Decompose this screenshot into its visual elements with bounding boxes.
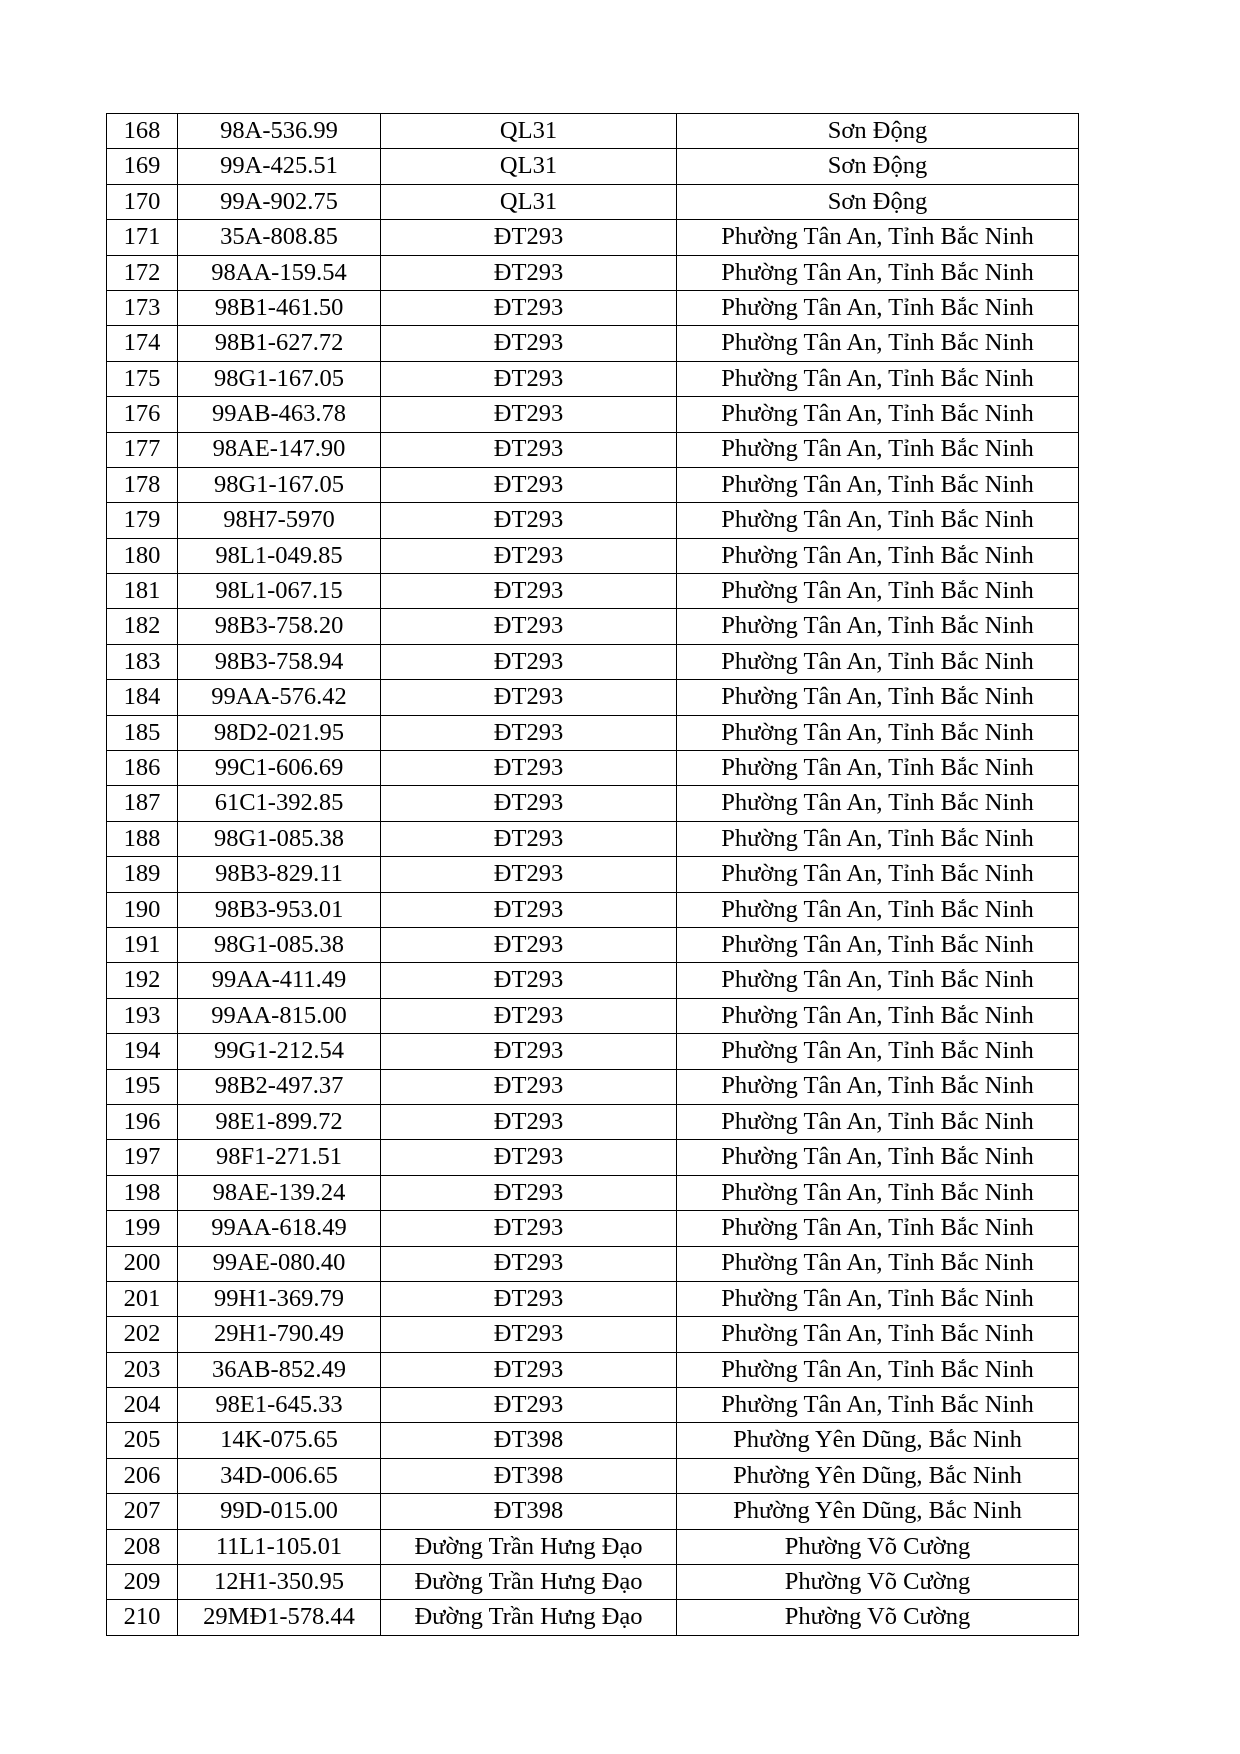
- location-cell: Phường Tân An, Tỉnh Bắc Ninh: [677, 326, 1079, 361]
- plate-number-cell: 98B3-758.20: [178, 609, 381, 644]
- row-number-cell: 204: [107, 1388, 178, 1423]
- table-row: [107, 892, 1079, 927]
- plate-number-cell: 99AA-411.49: [178, 963, 381, 998]
- road-cell: ĐT293: [381, 609, 677, 644]
- table-row: [107, 751, 1079, 786]
- location-cell: Phường Tân An, Tỉnh Bắc Ninh: [677, 1246, 1079, 1281]
- road-cell: ĐT293: [381, 680, 677, 715]
- location-cell: Sơn Động: [677, 149, 1079, 184]
- road-cell: ĐT293: [381, 1069, 677, 1104]
- location-cell: Phường Yên Dũng, Bắc Ninh: [677, 1494, 1079, 1529]
- location-cell: Phường Tân An, Tỉnh Bắc Ninh: [677, 220, 1079, 255]
- road-cell: ĐT398: [381, 1458, 677, 1493]
- table-row: [107, 1600, 1079, 1635]
- table-row: [107, 503, 1079, 538]
- location-cell: Phường Tân An, Tỉnh Bắc Ninh: [677, 574, 1079, 609]
- location-cell: Phường Yên Dũng, Bắc Ninh: [677, 1423, 1079, 1458]
- plate-number-cell: 98H7-5970: [178, 503, 381, 538]
- row-number-cell: 177: [107, 432, 178, 467]
- table-row: [107, 1140, 1079, 1175]
- road-cell: ĐT293: [381, 1175, 677, 1210]
- road-cell: ĐT293: [381, 1104, 677, 1139]
- road-cell: ĐT293: [381, 751, 677, 786]
- plate-number-cell: 98E1-899.72: [178, 1104, 381, 1139]
- row-number-cell: 198: [107, 1175, 178, 1210]
- road-cell: ĐT293: [381, 1281, 677, 1316]
- table-row: [107, 857, 1079, 892]
- row-number-cell: 185: [107, 715, 178, 750]
- plate-number-cell: 98D2-021.95: [178, 715, 381, 750]
- location-cell: Phường Tân An, Tỉnh Bắc Ninh: [677, 432, 1079, 467]
- plate-number-cell: 98AA-159.54: [178, 255, 381, 290]
- table-row: [107, 1034, 1079, 1069]
- plate-number-cell: 36AB-852.49: [178, 1352, 381, 1387]
- location-cell: Phường Tân An, Tỉnh Bắc Ninh: [677, 1034, 1079, 1069]
- row-number-cell: 191: [107, 927, 178, 962]
- plate-number-cell: 99A-425.51: [178, 149, 381, 184]
- row-number-cell: 206: [107, 1458, 178, 1493]
- plate-number-cell: 99AA-815.00: [178, 998, 381, 1033]
- plate-number-cell: 99AB-463.78: [178, 397, 381, 432]
- table-row: [107, 1104, 1079, 1139]
- table-row: [107, 963, 1079, 998]
- road-cell: ĐT293: [381, 1140, 677, 1175]
- row-number-cell: 175: [107, 361, 178, 396]
- row-number-cell: 179: [107, 503, 178, 538]
- table-row: [107, 1388, 1079, 1423]
- row-number-cell: 171: [107, 220, 178, 255]
- plate-number-cell: 29H1-790.49: [178, 1317, 381, 1352]
- plate-number-cell: 98B3-758.94: [178, 644, 381, 679]
- road-cell: ĐT293: [381, 1034, 677, 1069]
- table-row: [107, 821, 1079, 856]
- road-cell: ĐT398: [381, 1494, 677, 1529]
- plate-number-cell: 98B3-829.11: [178, 857, 381, 892]
- table-row: [107, 680, 1079, 715]
- location-cell: Phường Tân An, Tỉnh Bắc Ninh: [677, 1388, 1079, 1423]
- plate-number-cell: 99AA-618.49: [178, 1211, 381, 1246]
- road-cell: ĐT293: [381, 467, 677, 502]
- table-row: [107, 432, 1079, 467]
- road-cell: ĐT293: [381, 857, 677, 892]
- table-body: [107, 114, 1079, 1636]
- row-number-cell: 186: [107, 751, 178, 786]
- road-cell: QL31: [381, 149, 677, 184]
- plate-number-cell: 98B3-953.01: [178, 892, 381, 927]
- row-number-cell: 200: [107, 1246, 178, 1281]
- location-cell: Phường Tân An, Tỉnh Bắc Ninh: [677, 609, 1079, 644]
- row-number-cell: 209: [107, 1565, 178, 1600]
- row-number-cell: 184: [107, 680, 178, 715]
- row-number-cell: 210: [107, 1600, 178, 1635]
- row-number-cell: 174: [107, 326, 178, 361]
- road-cell: ĐT293: [381, 255, 677, 290]
- location-cell: Phường Tân An, Tỉnh Bắc Ninh: [677, 1281, 1079, 1316]
- plate-number-cell: 98G1-085.38: [178, 821, 381, 856]
- location-cell: Phường Tân An, Tỉnh Bắc Ninh: [677, 503, 1079, 538]
- location-cell: Sơn Động: [677, 114, 1079, 149]
- table-row: [107, 184, 1079, 219]
- row-number-cell: 182: [107, 609, 178, 644]
- location-cell: Phường Tân An, Tỉnh Bắc Ninh: [677, 927, 1079, 962]
- location-cell: Phường Tân An, Tỉnh Bắc Ninh: [677, 963, 1079, 998]
- row-number-cell: 196: [107, 1104, 178, 1139]
- table-row: [107, 1317, 1079, 1352]
- plate-number-cell: 98L1-049.85: [178, 538, 381, 573]
- row-number-cell: 172: [107, 255, 178, 290]
- road-cell: ĐT293: [381, 326, 677, 361]
- table-row: [107, 397, 1079, 432]
- row-number-cell: 203: [107, 1352, 178, 1387]
- table-row: [107, 927, 1079, 962]
- road-cell: Đường Trần Hưng Đạo: [381, 1565, 677, 1600]
- location-cell: Phường Tân An, Tỉnh Bắc Ninh: [677, 821, 1079, 856]
- plate-number-cell: 99D-015.00: [178, 1494, 381, 1529]
- road-cell: ĐT293: [381, 361, 677, 396]
- plate-number-cell: 34D-006.65: [178, 1458, 381, 1493]
- location-cell: Phường Tân An, Tỉnh Bắc Ninh: [677, 1140, 1079, 1175]
- row-number-cell: 197: [107, 1140, 178, 1175]
- table-row: [107, 538, 1079, 573]
- road-cell: ĐT293: [381, 538, 677, 573]
- table-row: [107, 467, 1079, 502]
- table-row: [107, 290, 1079, 325]
- location-cell: Phường Tân An, Tỉnh Bắc Ninh: [677, 1104, 1079, 1139]
- location-cell: Phường Võ Cường: [677, 1529, 1079, 1564]
- road-cell: ĐT293: [381, 1211, 677, 1246]
- row-number-cell: 189: [107, 857, 178, 892]
- table-row: [107, 255, 1079, 290]
- location-cell: Phường Tân An, Tỉnh Bắc Ninh: [677, 1352, 1079, 1387]
- road-cell: ĐT293: [381, 963, 677, 998]
- row-number-cell: 194: [107, 1034, 178, 1069]
- plate-number-cell: 98F1-271.51: [178, 1140, 381, 1175]
- location-cell: Phường Tân An, Tỉnh Bắc Ninh: [677, 644, 1079, 679]
- road-cell: ĐT293: [381, 1246, 677, 1281]
- road-cell: ĐT293: [381, 892, 677, 927]
- road-cell: Đường Trần Hưng Đạo: [381, 1529, 677, 1564]
- location-cell: Phường Tân An, Tỉnh Bắc Ninh: [677, 538, 1079, 573]
- road-cell: ĐT293: [381, 397, 677, 432]
- plate-number-cell: 61C1-392.85: [178, 786, 381, 821]
- road-cell: ĐT293: [381, 1388, 677, 1423]
- location-cell: Phường Võ Cường: [677, 1565, 1079, 1600]
- road-cell: ĐT293: [381, 1352, 677, 1387]
- table-row: [107, 998, 1079, 1033]
- table-row: [107, 1565, 1079, 1600]
- table-row: [107, 609, 1079, 644]
- row-number-cell: 208: [107, 1529, 178, 1564]
- location-cell: Phường Tân An, Tỉnh Bắc Ninh: [677, 786, 1079, 821]
- location-cell: Phường Tân An, Tỉnh Bắc Ninh: [677, 715, 1079, 750]
- plate-number-cell: 35A-808.85: [178, 220, 381, 255]
- vehicle-table: [106, 113, 1079, 1636]
- location-cell: Phường Tân An, Tỉnh Bắc Ninh: [677, 857, 1079, 892]
- table-row: [107, 1352, 1079, 1387]
- table-row: [107, 1458, 1079, 1493]
- row-number-cell: 192: [107, 963, 178, 998]
- table-row: [107, 786, 1079, 821]
- road-cell: ĐT293: [381, 927, 677, 962]
- location-cell: Phường Tân An, Tỉnh Bắc Ninh: [677, 255, 1079, 290]
- plate-number-cell: 98AE-139.24: [178, 1175, 381, 1210]
- location-cell: Phường Tân An, Tỉnh Bắc Ninh: [677, 467, 1079, 502]
- table-row: [107, 114, 1079, 149]
- row-number-cell: 168: [107, 114, 178, 149]
- table-row: [107, 1175, 1079, 1210]
- row-number-cell: 195: [107, 1069, 178, 1104]
- table-row: [107, 361, 1079, 396]
- location-cell: Phường Võ Cường: [677, 1600, 1079, 1635]
- location-cell: Phường Tân An, Tỉnh Bắc Ninh: [677, 290, 1079, 325]
- row-number-cell: 187: [107, 786, 178, 821]
- plate-number-cell: 98B2-497.37: [178, 1069, 381, 1104]
- location-cell: Phường Tân An, Tỉnh Bắc Ninh: [677, 397, 1079, 432]
- row-number-cell: 178: [107, 467, 178, 502]
- plate-number-cell: 99A-902.75: [178, 184, 381, 219]
- plate-number-cell: 98E1-645.33: [178, 1388, 381, 1423]
- table-row: [107, 1529, 1079, 1564]
- plate-number-cell: 98A-536.99: [178, 114, 381, 149]
- road-cell: ĐT293: [381, 574, 677, 609]
- row-number-cell: 190: [107, 892, 178, 927]
- plate-number-cell: 98B1-627.72: [178, 326, 381, 361]
- table-row: [107, 1211, 1079, 1246]
- location-cell: Phường Tân An, Tỉnh Bắc Ninh: [677, 680, 1079, 715]
- row-number-cell: 180: [107, 538, 178, 573]
- row-number-cell: 188: [107, 821, 178, 856]
- plate-number-cell: 12H1-350.95: [178, 1565, 381, 1600]
- road-cell: ĐT398: [381, 1423, 677, 1458]
- plate-number-cell: 98G1-167.05: [178, 361, 381, 396]
- road-cell: QL31: [381, 184, 677, 219]
- road-cell: ĐT293: [381, 715, 677, 750]
- location-cell: Phường Tân An, Tỉnh Bắc Ninh: [677, 1317, 1079, 1352]
- road-cell: ĐT293: [381, 1317, 677, 1352]
- plate-number-cell: 99G1-212.54: [178, 1034, 381, 1069]
- row-number-cell: 170: [107, 184, 178, 219]
- location-cell: Phường Tân An, Tỉnh Bắc Ninh: [677, 1211, 1079, 1246]
- location-cell: Phường Tân An, Tỉnh Bắc Ninh: [677, 1175, 1079, 1210]
- row-number-cell: 173: [107, 290, 178, 325]
- location-cell: Phường Tân An, Tỉnh Bắc Ninh: [677, 998, 1079, 1033]
- road-cell: ĐT293: [381, 644, 677, 679]
- plate-number-cell: 99C1-606.69: [178, 751, 381, 786]
- plate-number-cell: 98B1-461.50: [178, 290, 381, 325]
- row-number-cell: 201: [107, 1281, 178, 1316]
- road-cell: ĐT293: [381, 432, 677, 467]
- road-cell: ĐT293: [381, 821, 677, 856]
- plate-number-cell: 98G1-085.38: [178, 927, 381, 962]
- road-cell: ĐT293: [381, 220, 677, 255]
- plate-number-cell: 14K-075.65: [178, 1423, 381, 1458]
- plate-number-cell: 11L1-105.01: [178, 1529, 381, 1564]
- row-number-cell: 202: [107, 1317, 178, 1352]
- road-cell: ĐT293: [381, 998, 677, 1033]
- table-row: [107, 1281, 1079, 1316]
- location-cell: Sơn Động: [677, 184, 1079, 219]
- plate-number-cell: 98L1-067.15: [178, 574, 381, 609]
- location-cell: Phường Tân An, Tỉnh Bắc Ninh: [677, 1069, 1079, 1104]
- location-cell: Phường Tân An, Tỉnh Bắc Ninh: [677, 361, 1079, 396]
- plate-number-cell: 99AA-576.42: [178, 680, 381, 715]
- plate-number-cell: 99H1-369.79: [178, 1281, 381, 1316]
- row-number-cell: 183: [107, 644, 178, 679]
- table-row: [107, 1494, 1079, 1529]
- road-cell: ĐT293: [381, 503, 677, 538]
- road-cell: QL31: [381, 114, 677, 149]
- table-row: [107, 644, 1079, 679]
- plate-number-cell: 99AE-080.40: [178, 1246, 381, 1281]
- plate-number-cell: 98G1-167.05: [178, 467, 381, 502]
- location-cell: Phường Tân An, Tỉnh Bắc Ninh: [677, 751, 1079, 786]
- road-cell: ĐT293: [381, 786, 677, 821]
- road-cell: Đường Trần Hưng Đạo: [381, 1600, 677, 1635]
- location-cell: Phường Yên Dũng, Bắc Ninh: [677, 1458, 1079, 1493]
- row-number-cell: 193: [107, 998, 178, 1033]
- road-cell: ĐT293: [381, 290, 677, 325]
- table-row: [107, 574, 1079, 609]
- table-row: [107, 715, 1079, 750]
- row-number-cell: 199: [107, 1211, 178, 1246]
- plate-number-cell: 29MĐ1-578.44: [178, 1600, 381, 1635]
- row-number-cell: 205: [107, 1423, 178, 1458]
- table-row: [107, 149, 1079, 184]
- row-number-cell: 181: [107, 574, 178, 609]
- row-number-cell: 169: [107, 149, 178, 184]
- row-number-cell: 176: [107, 397, 178, 432]
- row-number-cell: 207: [107, 1494, 178, 1529]
- table-row: [107, 1069, 1079, 1104]
- plate-number-cell: 98AE-147.90: [178, 432, 381, 467]
- table-row: [107, 220, 1079, 255]
- location-cell: Phường Tân An, Tỉnh Bắc Ninh: [677, 892, 1079, 927]
- table-row: [107, 326, 1079, 361]
- table-row: [107, 1246, 1079, 1281]
- table-row: [107, 1423, 1079, 1458]
